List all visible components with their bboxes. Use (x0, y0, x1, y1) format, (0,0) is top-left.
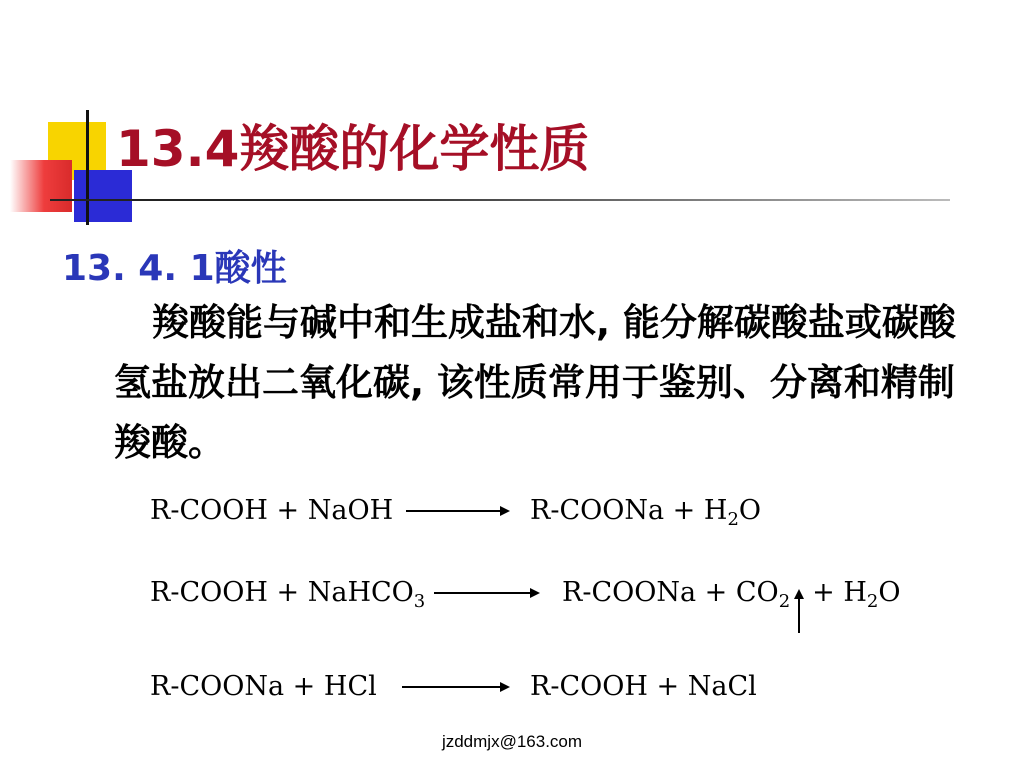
title-underline (50, 199, 950, 201)
reaction-arrow-icon (434, 592, 538, 594)
equation-3-reactants: R-COONa + HCl (150, 671, 377, 702)
equation-2-reactants: R-COOH + NaHCO$_3$ (150, 577, 426, 612)
section-heading: 13. 4. 1酸性 (62, 248, 287, 289)
equation-1-products: R-COONa + $H_2O$ (530, 495, 762, 530)
reaction-arrow-icon (406, 510, 508, 512)
decor-vertical-line (86, 110, 89, 225)
equation-1-reactants: R-COOH + NaOH (150, 495, 394, 526)
equation-2-products: R-COONa + $CO_2$ + $H_2O$ (562, 576, 901, 619)
footer-email: jzddmjx@163.com (441, 732, 583, 751)
gas-up-arrow-icon (798, 597, 800, 633)
equation-1 (150, 494, 850, 534)
equation-3-products: R-COOH + NaCl (530, 671, 757, 702)
equation-3 (150, 670, 850, 710)
decor-red-square (10, 160, 72, 212)
body-paragraph: 羧酸能与碱中和生成盐和水, 能分解碳酸盐或碳酸氢盐放出二氧化碳, 该性质常用于鉴别、分离和精制羧酸。 (114, 301, 956, 464)
equation-2 (150, 576, 950, 616)
reaction-arrow-icon (402, 686, 508, 688)
slide-title: 13.4羧酸的化学性质 (116, 120, 590, 178)
